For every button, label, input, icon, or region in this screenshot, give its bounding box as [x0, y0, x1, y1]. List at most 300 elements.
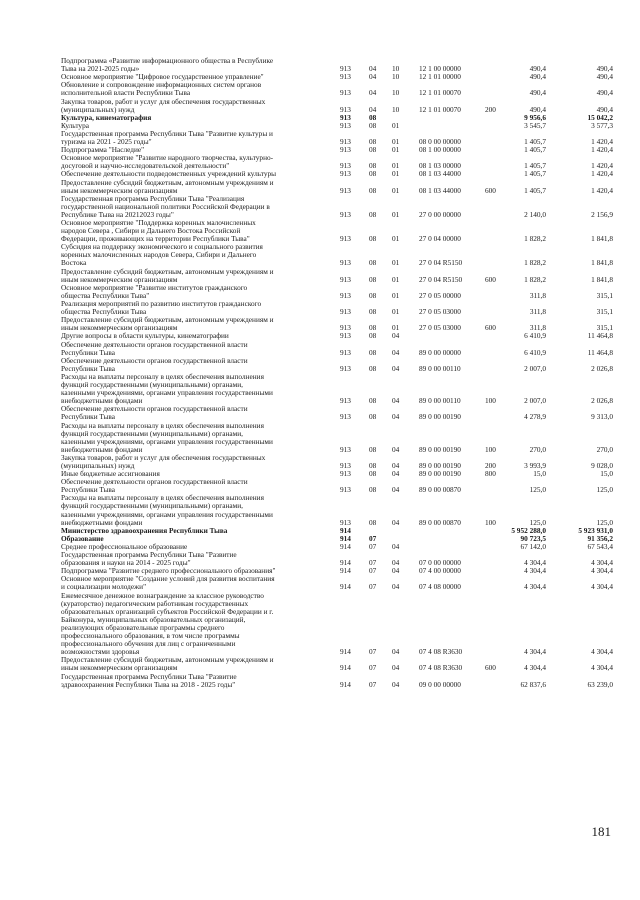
amount-2022-cell: 2 007,0: [524, 363, 546, 373]
subsection-cell: 10: [392, 104, 400, 114]
ved-cell: 914: [340, 663, 351, 673]
ved-cell: 913: [340, 363, 351, 373]
row-name-line: Обеспечение деятельности органов государственной власти: [61, 404, 248, 414]
amount-2022-cell: 5 952 288,0: [511, 525, 546, 535]
amount-2023-cell: 4 304,4: [591, 663, 613, 673]
subsection-cell: 01: [392, 185, 400, 195]
amount-2022-cell: 4 304,4: [524, 558, 546, 568]
amount-2023-cell: 2 026,8: [591, 396, 613, 406]
amount-2022-cell: 62 837,6: [520, 679, 546, 689]
row-name-line: функций государственными (муниципальными) органами,: [61, 379, 243, 389]
row-name-line: Тыва на 2021-2025 годы»: [61, 64, 140, 74]
subsection-cell: 01: [392, 290, 400, 300]
row-name-line: возможностями здоровья: [61, 647, 140, 657]
target-article-cell: 08 1 03 00000: [419, 161, 461, 171]
row-name-line: коренных малочисленных народов Севера, Сибири и Дальнего: [61, 250, 257, 260]
table-row: [0, 592, 640, 657]
subsection-cell: 04: [392, 363, 400, 373]
table-row: [0, 551, 640, 567]
row-name: [61, 592, 333, 657]
row-name-line: Основное мероприятие "Поддержка коренных малочисленных: [61, 218, 256, 227]
expense-type-cell: 600: [485, 185, 496, 195]
row-name-line: Основное мероприятие "Развитие институтов гражданского: [61, 282, 248, 292]
row-name-line: функций государственными (муниципальными) органами,: [61, 428, 243, 438]
ved-cell: 914: [340, 582, 351, 592]
table-row: [0, 179, 640, 195]
table-row: [0, 454, 640, 470]
subsection-cell: 10: [392, 64, 400, 74]
section-cell: 08: [369, 469, 377, 479]
amount-2022-cell: 15,0: [533, 469, 546, 479]
amount-2023-cell: 2 156,9: [591, 209, 613, 219]
row-name-line: Республики Тыва: [61, 412, 116, 422]
row-name-line: Закупка товаров, работ и услуг для обеспечения государственных: [61, 96, 266, 106]
target-article-cell: 12 1 00 00000: [419, 64, 461, 74]
amount-2022-cell: 1 828,2: [524, 258, 546, 268]
row-name-line: Востока: [61, 258, 87, 268]
row-name-line: Реализация мероприятий по развитию институтов гражданского: [61, 299, 262, 308]
section-cell: 08: [369, 307, 377, 317]
target-article-cell: 08 1 00 00000: [419, 145, 461, 155]
row-name: [61, 656, 333, 672]
ved-cell: 913: [340, 469, 351, 479]
row-name-line: Обеспечение деятельности органов государственной власти: [61, 477, 248, 487]
ved-cell: 913: [340, 120, 351, 130]
row-name-line: общества Республики Тыва": [61, 290, 150, 300]
amount-2022-cell: 125,0: [529, 517, 546, 527]
row-name-line: Байконура, муниципальных образовательных организаций,: [61, 614, 246, 624]
subsection-cell: 04: [392, 647, 400, 657]
amount-2022-cell: 490,4: [529, 64, 546, 74]
row-name-line: Государственная программа Республики Тыва "Развитие культуры и: [61, 128, 273, 138]
ved-cell: 913: [340, 258, 351, 268]
target-article-cell: 08 1 03 44000: [419, 169, 461, 179]
ved-cell: 913: [340, 396, 351, 406]
row-name: [61, 373, 333, 405]
amount-2022-cell: 2 007,0: [524, 396, 546, 406]
table-row: [0, 673, 640, 689]
expense-type-cell: 200: [485, 104, 496, 114]
subsection-cell: 01: [392, 323, 400, 333]
ved-cell: 914: [340, 566, 351, 576]
page-number: 181: [591, 824, 611, 839]
target-article-cell: 89 0 00 00190: [419, 444, 461, 454]
subsection-cell: 01: [392, 136, 400, 146]
amount-2023-cell: 490,4: [596, 88, 613, 98]
row-name-line: (муниципальных) нужд: [61, 104, 135, 114]
amount-2022-cell: 1 828,2: [524, 234, 546, 244]
expense-type-cell: 100: [485, 444, 496, 454]
amount-2023-cell: 125,0: [596, 517, 613, 527]
row-name: [61, 268, 333, 284]
target-article-cell: 07 4 08 00000: [419, 582, 461, 592]
section-cell: 08: [369, 274, 377, 284]
row-name-line: здравоохранения Республики Тыва на 2018 - 2025 годы": [61, 679, 236, 689]
section-cell: 04: [369, 104, 377, 114]
table-row: [0, 341, 640, 357]
table-row: [0, 656, 640, 672]
section-cell: 08: [369, 185, 377, 195]
row-name-line: Иные бюджетные ассигнования: [61, 469, 160, 479]
row-name-line: Основное мероприятие "Цифровое государственное управление": [61, 72, 264, 82]
table-row: [0, 81, 640, 97]
amount-2023-cell: 4 304,4: [591, 582, 613, 592]
amount-2023-cell: 11 464,8: [587, 347, 613, 357]
section-cell: 07: [369, 533, 377, 543]
ved-cell: 913: [340, 88, 351, 98]
amount-2022-cell: 3 545,7: [524, 120, 546, 130]
row-name-line: Обеспечение деятельности органов государственной власти: [61, 355, 248, 365]
row-name: [61, 219, 333, 243]
section-cell: 08: [369, 331, 377, 341]
amount-2023-cell: 270,0: [596, 444, 613, 454]
subsection-cell: 04: [392, 542, 400, 551]
row-name-line: образовательных организаций субъектов Российской Федерации и г.: [61, 606, 274, 616]
amount-2023-cell: 125,0: [596, 485, 613, 495]
row-name: [61, 575, 333, 591]
ved-cell: 913: [340, 307, 351, 317]
subsection-cell: 04: [392, 558, 400, 568]
row-name: [61, 494, 333, 526]
table-row: [0, 219, 640, 243]
target-article-cell: 27 0 05 03000: [419, 307, 461, 317]
subsection-cell: 01: [392, 234, 400, 244]
row-name-line: казенными учреждениями, органами управления государственными: [61, 388, 273, 398]
section-cell: 08: [369, 290, 377, 300]
row-name-line: Основное мероприятие "Создание условий для развития воспитания: [61, 574, 275, 584]
amount-2023-cell: 15 042,2: [587, 112, 613, 122]
amount-2022-cell: 6 410,9: [524, 331, 546, 341]
expense-type-cell: 100: [485, 396, 496, 406]
row-name-line: Субсидия на поддержку экономического и социального развития: [61, 242, 263, 252]
table-row: [0, 478, 640, 494]
row-name: [61, 98, 333, 114]
amount-2022-cell: 2 140,0: [524, 209, 546, 219]
amount-2022-cell: 90 723,5: [520, 533, 546, 543]
amount-2022-cell: 1 828,2: [524, 274, 546, 284]
row-name: [61, 478, 333, 494]
table-row: [0, 130, 640, 146]
row-name: [61, 195, 333, 219]
amount-2023-cell: 63 239,0: [587, 679, 613, 689]
subsection-cell: 04: [392, 460, 400, 470]
row-name-line: Другие вопросы в области культуры, кинематографии: [61, 331, 229, 341]
target-article-cell: 89 0 00 00110: [419, 396, 461, 406]
amount-2022-cell: 490,4: [529, 104, 546, 114]
table-row: [0, 357, 640, 373]
subsection-cell: 04: [392, 566, 400, 576]
row-name: [61, 341, 333, 357]
amount-2023-cell: 315,1: [596, 290, 613, 300]
row-name-line: туризма на 2021 - 2025 годы": [61, 136, 152, 146]
ved-cell: 914: [340, 542, 351, 551]
amount-2023-cell: 9 313,0: [591, 412, 613, 422]
row-name-line: иным некоммерческим организациям: [61, 185, 178, 195]
amount-2023-cell: 11 464,8: [587, 331, 613, 341]
ved-cell: 913: [340, 112, 351, 122]
row-name-line: казенными учреждениями, органами управления государственными: [61, 436, 273, 446]
subsection-cell: 04: [392, 469, 400, 479]
target-article-cell: 07 4 08 R3630: [419, 663, 463, 673]
row-name-line: Федерации, проживающих на территории Республики Тыва": [61, 234, 250, 244]
section-cell: 04: [369, 88, 377, 98]
subsection-cell: 10: [392, 88, 400, 98]
row-name-line: функций государственными (муниципальными) органами,: [61, 501, 243, 511]
row-name-line: профессионального обучения для лиц с ограниченными: [61, 639, 236, 649]
amount-2023-cell: 1 420,4: [591, 136, 613, 146]
ved-cell: 913: [340, 460, 351, 470]
amount-2022-cell: 9 956,6: [524, 112, 546, 122]
section-cell: 07: [369, 679, 377, 689]
amount-2023-cell: 4 304,4: [591, 566, 613, 576]
amount-2022-cell: 1 405,7: [524, 161, 546, 171]
target-article-cell: 12 1 01 00000: [419, 72, 461, 82]
table-row: [0, 57, 640, 73]
row-name-line: Культура: [61, 120, 89, 130]
amount-2023-cell: 9 028,0: [591, 460, 613, 470]
subsection-cell: 04: [392, 582, 400, 592]
section-cell: 04: [369, 64, 377, 74]
amount-2022-cell: 490,4: [529, 88, 546, 98]
amount-2023-cell: 1 841,8: [591, 258, 613, 268]
section-cell: 08: [369, 234, 377, 244]
row-name-line: внебюджетными фондами: [61, 517, 143, 527]
target-article-cell: 27 0 00 00000: [419, 209, 461, 219]
subsection-cell: 04: [392, 331, 400, 341]
row-name-line: реализующих образовательные программы среднего: [61, 622, 225, 632]
subsection-cell: 01: [392, 120, 400, 130]
target-article-cell: 08 0 00 00000: [419, 136, 461, 146]
subsection-cell: 04: [392, 347, 400, 357]
subsection-cell: 10: [392, 72, 400, 82]
section-cell: 07: [369, 542, 377, 551]
amount-2023-cell: 4 304,4: [591, 647, 613, 657]
subsection-cell: 04: [392, 679, 400, 689]
row-name-line: Республики Тыва: [61, 347, 116, 357]
expense-type-cell: 100: [485, 517, 496, 527]
ved-cell: 913: [340, 323, 351, 333]
table-row: [0, 405, 640, 421]
row-name-line: Закупка товаров, работ и услуг для обеспечения государственных: [61, 452, 266, 462]
row-name-line: Предоставление субсидий бюджетным, автономным учреждениям и: [61, 655, 274, 665]
section-cell: 08: [369, 460, 377, 470]
subsection-cell: 01: [392, 145, 400, 155]
ved-cell: 913: [340, 169, 351, 179]
target-article-cell: 89 0 00 00190: [419, 412, 461, 422]
table-row: [0, 373, 640, 405]
table-row: [0, 195, 640, 219]
amount-2022-cell: 311,8: [529, 290, 546, 300]
table-row: [0, 575, 640, 591]
ved-cell: 913: [340, 209, 351, 219]
expense-type-cell: 600: [485, 663, 496, 673]
row-name: [61, 316, 333, 332]
row-name-line: (кураторство) педагогическим работникам государственных: [61, 598, 249, 608]
amount-2022-cell: 6 410,9: [524, 347, 546, 357]
section-cell: 04: [369, 72, 377, 82]
ved-cell: 913: [340, 64, 351, 74]
row-name-line: и социализации молодежи": [61, 582, 147, 592]
table-row: [0, 243, 640, 267]
ved-cell: 913: [340, 104, 351, 114]
subsection-cell: 04: [392, 396, 400, 406]
section-cell: 08: [369, 363, 377, 373]
section-cell: 08: [369, 396, 377, 406]
amount-2022-cell: 270,0: [529, 444, 546, 454]
amount-2022-cell: 1 405,7: [524, 169, 546, 179]
expense-type-cell: 800: [485, 469, 496, 479]
section-cell: 07: [369, 647, 377, 657]
section-cell: 08: [369, 444, 377, 454]
table-row: [0, 316, 640, 332]
row-name-line: Подпрограмма "Развитие среднего профессионального образования": [61, 566, 276, 576]
row-name-line: Расходы на выплаты персоналу в целях обеспечения выполнения: [61, 420, 264, 430]
section-cell: 08: [369, 347, 377, 357]
row-name: [61, 57, 333, 73]
amount-2022-cell: 4 304,4: [524, 582, 546, 592]
amount-2022-cell: 125,0: [529, 485, 546, 495]
row-name-line: Предоставление субсидий бюджетным, автономным учреждениям и: [61, 315, 274, 325]
row-name: [61, 357, 333, 373]
amount-2022-cell: 311,8: [529, 323, 546, 333]
amount-2023-cell: 67 543,4: [587, 542, 613, 551]
amount-2023-cell: 1 420,4: [591, 185, 613, 195]
amount-2023-cell: 490,4: [596, 104, 613, 114]
row-name-line: (муниципальных) нужд: [61, 460, 135, 470]
table-row: [0, 98, 640, 114]
target-article-cell: 89 0 00 00190: [419, 460, 461, 470]
ved-cell: 913: [340, 145, 351, 155]
section-cell: 08: [369, 112, 377, 122]
ved-cell: 913: [340, 161, 351, 171]
row-name: [61, 422, 333, 454]
ved-cell: 913: [340, 347, 351, 357]
row-name-line: Ежемесячное денежное вознаграждение за классное руководство: [61, 590, 264, 600]
section-cell: 08: [369, 412, 377, 422]
ved-cell: 914: [340, 558, 351, 568]
section-cell: 07: [369, 558, 377, 568]
row-name-line: Республики Тыва: [61, 485, 116, 495]
row-name: [61, 114, 333, 122]
amount-2023-cell: 315,1: [596, 307, 613, 317]
row-name: [61, 81, 333, 97]
row-name-line: общества Республики Тыва: [61, 307, 147, 317]
table-row: [0, 284, 640, 300]
amount-2023-cell: 91 356,2: [587, 533, 613, 543]
amount-2023-cell: 1 420,4: [591, 161, 613, 171]
ved-cell: 913: [340, 485, 351, 495]
subsection-cell: 01: [392, 274, 400, 284]
ved-cell: 913: [340, 412, 351, 422]
row-name-line: иным некоммерческим организациям: [61, 274, 178, 284]
amount-2022-cell: 4 278,9: [524, 412, 546, 422]
table-row: [0, 300, 640, 316]
table-row: [0, 494, 640, 526]
amount-2023-cell: 315,1: [596, 323, 613, 333]
ved-cell: 913: [340, 444, 351, 454]
expense-type-cell: 600: [485, 323, 496, 333]
section-cell: 07: [369, 582, 377, 592]
row-name-line: образования и науки на 2014 - 2025 годы": [61, 558, 191, 568]
section-cell: 07: [369, 566, 377, 576]
subsection-cell: 01: [392, 161, 400, 171]
row-name: [61, 673, 333, 689]
target-article-cell: 07 0 00 00000: [419, 558, 461, 568]
amount-2022-cell: 1 405,7: [524, 185, 546, 195]
row-name-line: Подпрограмма "Наследие": [61, 145, 145, 155]
amount-2023-cell: 15,0: [600, 469, 613, 479]
target-article-cell: 27 0 05 03000: [419, 323, 461, 333]
row-name: [61, 179, 333, 195]
ved-cell: 914: [340, 533, 351, 543]
amount-2023-cell: 490,4: [596, 64, 613, 74]
section-cell: 08: [369, 258, 377, 268]
amount-2022-cell: 1 405,7: [524, 136, 546, 146]
table-row: [0, 422, 640, 454]
amount-2023-cell: 2 026,8: [591, 363, 613, 373]
ved-cell: 913: [340, 331, 351, 341]
ved-cell: 914: [340, 647, 351, 657]
subsection-cell: 01: [392, 209, 400, 219]
amount-2022-cell: 311,8: [529, 307, 546, 317]
ved-cell: 914: [340, 525, 351, 535]
row-name-line: государственной национальной политики Российской Федерации в: [61, 201, 270, 211]
ved-cell: 913: [340, 517, 351, 527]
table-row: [0, 268, 640, 284]
row-name: [61, 130, 333, 146]
section-cell: 08: [369, 161, 377, 171]
amount-2022-cell: 1 405,7: [524, 145, 546, 155]
section-cell: 08: [369, 485, 377, 495]
amount-2022-cell: 4 304,4: [524, 663, 546, 673]
row-name-line: Подпрограмма «Развитие информационного общества в Республике: [61, 56, 274, 65]
subsection-cell: 01: [392, 258, 400, 268]
row-name-line: Предоставление субсидий бюджетным, автономным учреждениям и: [61, 177, 274, 187]
row-name-line: иным некоммерческим организациям: [61, 663, 178, 673]
amount-2023-cell: 4 304,4: [591, 558, 613, 568]
amount-2023-cell: 5 923 931,0: [578, 525, 613, 535]
section-cell: 08: [369, 517, 377, 527]
target-article-cell: 89 0 00 00110: [419, 363, 461, 373]
row-name-line: внебюджетными фондами: [61, 396, 143, 406]
row-name-line: Среднее профессиональное образование: [61, 542, 188, 551]
row-name-line: Обеспечение деятельности подведомственных учреждений культуры: [61, 169, 277, 179]
target-article-cell: 89 0 00 00000: [419, 347, 461, 357]
amount-2022-cell: 67 142,0: [520, 542, 546, 551]
subsection-cell: 04: [392, 517, 400, 527]
row-name: [61, 284, 333, 300]
table-row: [0, 154, 640, 170]
amount-2023-cell: 490,4: [596, 72, 613, 82]
row-name: [61, 405, 333, 421]
row-name-line: Расходы на выплаты персоналу в целях обеспечения выполнения: [61, 493, 264, 503]
row-name-line: Государственная программа Республики Тыва "Развитие: [61, 550, 237, 560]
amount-2023-cell: 1 420,4: [591, 169, 613, 179]
row-name-line: внебюджетными фондами: [61, 444, 143, 454]
amount-2023-cell: 1 841,8: [591, 234, 613, 244]
row-name-line: Предоставление субсидий бюджетным, автономным учреждениям и: [61, 266, 274, 276]
row-name-line: Государственная программа Республики Тыва "Развитие: [61, 671, 237, 681]
section-cell: 08: [369, 169, 377, 179]
subsection-cell: 04: [392, 663, 400, 673]
target-article-cell: 08 1 03 44000: [419, 185, 461, 195]
amount-2022-cell: 3 993,9: [524, 460, 546, 470]
row-name-line: иным некоммерческим организациям: [61, 323, 178, 333]
section-cell: 08: [369, 323, 377, 333]
row-name-line: Культура, кинематография: [61, 112, 152, 122]
target-article-cell: 89 0 00 00870: [419, 485, 461, 495]
ved-cell: 913: [340, 290, 351, 300]
